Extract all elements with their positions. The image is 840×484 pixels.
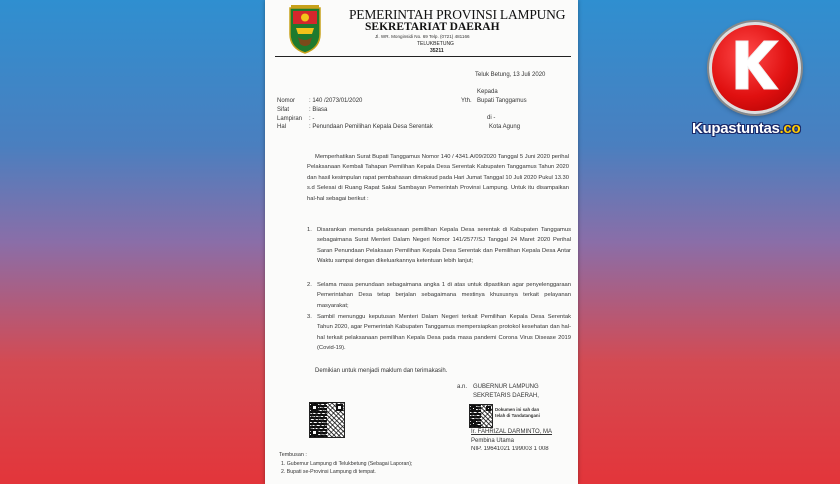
brand-name: Kupastuntas — [692, 120, 780, 137]
lampung-emblem-icon — [288, 4, 322, 54]
signer-name: Ir. FAHRIZAL DARMINTO, MA — [471, 429, 553, 435]
kepada-label: Kepada — [477, 89, 498, 95]
letter-document — [265, 0, 578, 484]
signature-an: a.n. — [457, 384, 468, 390]
yth-label: Yth. — [461, 98, 472, 104]
list-item-number: 2. — [307, 282, 312, 288]
tembusan-label: Tembusan : — [279, 452, 307, 458]
tembusan-item: 1. Gubernur Lampung di Telukbetung (Sebagai Laporan); — [281, 461, 413, 467]
list-item-number: 3. — [307, 314, 312, 320]
nomor-label: Nomor — [277, 98, 296, 104]
letter-body-intro — [307, 152, 569, 204]
hal-value: : Penundaan Pemilihan Kepala Desa Serentak — [309, 124, 433, 130]
recipient-location: Kota Agung — [489, 124, 521, 130]
k-letter-icon — [712, 25, 792, 105]
sifat-value: : Biasa — [309, 107, 328, 113]
recipient-name: Bupati Tanggamus — [477, 98, 527, 104]
signer-nip: NIP. 19641021 199003 1 008 — [471, 446, 549, 450]
letterhead-address: Jl. WR. Monginsidi No. 69 Telp. (0721) 481166 — [375, 34, 470, 39]
letterhead-subtitle: SEKRETARIAT DAERAH — [365, 21, 500, 33]
sifat-label: Sifat — [277, 107, 290, 113]
esign-note-2: telah di Tandatangani — [495, 413, 540, 418]
signature-title-1: GUBERNUR LAMPUNG — [473, 384, 539, 390]
letter-date: Teluk Betung, 13 Juli 2020 — [475, 72, 546, 78]
qr-code-signature — [469, 404, 493, 428]
tembusan-item: 2. Bupati se-Provinsi Lampung di tempat. — [281, 469, 376, 475]
letterhead-postcode: 35211 — [430, 48, 444, 54]
qr-code-left — [309, 402, 345, 438]
list-item-number: 1. — [307, 227, 312, 233]
signature-title-2: SEKRETARIS DAERAH, — [473, 393, 539, 399]
list-item-text: Selama masa penundaan sebagaimana angka 1 di atas untuk dipastikan agar penyelenggaraan Pemerintahan Desa tetap berjalan sebagaimana mestinya khususnya terkait pelayanan masyarakat; — [317, 282, 571, 309]
signer-rank: Pembina Utama — [471, 438, 515, 444]
lampiran-value: : - — [309, 116, 315, 122]
nomor-value: : 140 /2073/01/2020 — [309, 98, 363, 104]
list-item-text: Disarankan menunda pelaksanaan pemilihan Kepala Desa serentak di Kabupaten Tanggamus sebagaimana Surat Menteri Dalam Negeri Nomor 141/2577/SJ Tanggal 24 Maret 2020 Perihal Saran Penundaan Pelaksaan Pemilihan Kepala Desa Serentak dan Pemilihan Kepala Desa Antar Waktu sampai dengan dikeluarkannya ketentuan lebih lanjut; — [317, 227, 571, 265]
hal-label: Hal — [277, 124, 287, 130]
closing-sentence: Demikian untuk menjadi maklum dan terimakasih. — [315, 368, 448, 374]
brand-tld: .co — [779, 120, 801, 137]
di-label: di - — [487, 115, 496, 121]
letterhead-city: TELUKBETUNG — [417, 41, 454, 47]
letterhead-divider — [275, 56, 571, 57]
lampiran-label: Lampiran — [277, 116, 303, 122]
letterhead-title: PEMERINTAH PROVINSI LAMPUNG — [349, 7, 566, 22]
kupastuntas-wordmark — [692, 120, 800, 137]
esign-note-1: Dokumen ini sah dan — [495, 407, 540, 412]
list-item-text: Sambil menunggu keputusan Menteri Dalam Negeri terkait Pemilihan Kepala Desa Serentak Tahun 2020, agar Pemerintah Kabupaten Tanggamus mempersiapkan protokol kesehatan dan hal-hal terkait pelaksanaan pemilihan Kepala Desa pada masa pandemi Corona Virus Disease 2019 (Covid-19). — [317, 314, 571, 352]
kupastuntas-logo — [709, 22, 801, 114]
intro-paragraph: Memperhatikan Surat Bupati Tanggamus Nomor 140 / 4341.A/09/2020 Tanggal 5 Juni 2020 perihal Pelaksanaan Kembali Tahapan Pemilihan Kepala Desa Serentak Kabupaten Tanggamus Tahun 2020 dan hasil kesimpulan rapat pembahasan dimaksud pada Hari Jumat Tanggal 10 Juli 2020 Pukul 13.30 s.d Selesai di Ruang Rapat Sakai Sambayan Pemerintah Provinsi Lampung. Untuk itu disampaikan hal-hal sebagai berikut : — [307, 154, 569, 202]
